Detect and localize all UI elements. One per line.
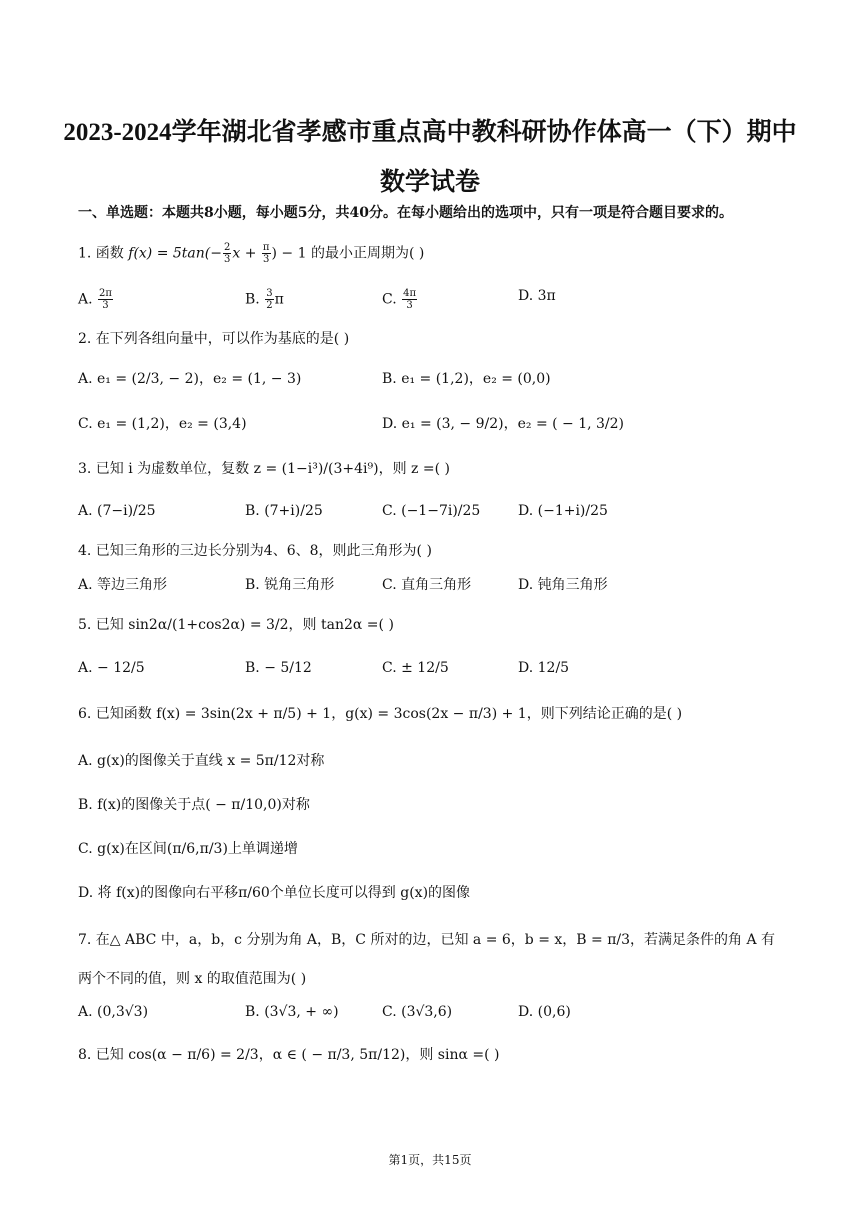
- q1-math: f(x) = 5tan(−: [128, 245, 222, 262]
- q2-option-a[interactable]: A. e₁ = (2/3, − 2)，e₂ = (1, − 3): [78, 371, 302, 387]
- q7-option-c[interactable]: C. (3√3,6): [382, 1004, 453, 1020]
- q3-option-b[interactable]: B. (7+i)/25: [245, 503, 323, 519]
- question-2-stem: 2. 在下列各组向量中，可以作为基底的是( ): [78, 331, 350, 347]
- q1-option-c[interactable]: C. $\frac{4\pi}{3}$: [382, 288, 417, 311]
- q1-option-d[interactable]: D. 3π: [518, 288, 556, 304]
- page-title: 2023-2024学年湖北省孝感市重点高中教科研协作体高一（下）期中数学试卷: [63, 119, 797, 196]
- q3-option-c[interactable]: C. (−1−7i)/25: [382, 503, 481, 519]
- q4-option-b[interactable]: B. 锐角三角形: [245, 577, 335, 593]
- q6-option-c[interactable]: C. g(x)在区间(π/6,π/3)上单调递增: [78, 841, 298, 857]
- q1-suffix: 的最小正周期为( ): [306, 245, 425, 262]
- q1-option-b[interactable]: B. $\frac{3}{2}$ π: [245, 288, 284, 311]
- q7-option-b[interactable]: B. (3√3, + ∞): [245, 1004, 339, 1020]
- question-6-stem: 6. 已知函数 f(x) = 3sin(2x + π/5) + 1，g(x) = 3cos(2x − π/3) + 1，则下列结论正确的是( ): [78, 706, 683, 722]
- q3-option-d[interactable]: D. (−1+i)/25: [518, 503, 608, 519]
- q7-option-d[interactable]: D. (0,6): [518, 1004, 571, 1020]
- q3-option-a[interactable]: A. (7−i)/25: [78, 503, 156, 519]
- page-footer: 第1页，共15页: [388, 1153, 472, 1167]
- q6-option-d[interactable]: D. 将 f(x)的图像向右平移π/60个单位长度可以得到 g(x)的图像: [78, 885, 471, 901]
- q1-frac-1: $\frac{2}{3}$: [224, 242, 231, 265]
- q6-option-b[interactable]: B. f(x)的图像关于点( − π/10,0)对称: [78, 797, 310, 813]
- q2-option-c[interactable]: C. e₁ = (1,2)，e₂ = (3,4): [78, 416, 247, 432]
- q5-option-d[interactable]: D. 12/5: [518, 660, 570, 676]
- q4-option-d[interactable]: D. 钝角三角形: [518, 577, 608, 593]
- q7-option-a[interactable]: A. (0,3√3): [78, 1004, 149, 1020]
- q2-option-b[interactable]: B. e₁ = (1,2)，e₂ = (0,0): [382, 371, 551, 387]
- q1-prefix: 1. 函数: [78, 245, 129, 262]
- q5-option-a[interactable]: A. − 12/5: [78, 660, 145, 676]
- question-1-stem: 1. 函数 f(x) = 5tan(− $\frac{2}{3}$ x + $\frac{\pi}{3}$ ) − 1 的最小正周期为( ): [78, 242, 425, 265]
- q4-option-a[interactable]: A. 等边三角形: [78, 577, 168, 593]
- question-7-stem-line-2: 两个不同的值，则 x 的取值范围为( ): [78, 971, 307, 987]
- question-4-stem: 4. 已知三角形的三边长分别为4、6、8，则此三角形为( ): [78, 543, 432, 559]
- q5-option-b[interactable]: B. − 5/12: [245, 660, 312, 676]
- q1-frac-2: $\frac{\pi}{3}$: [262, 242, 270, 265]
- question-3-stem: 3. 已知 i 为虚数单位，复数 z = (1−i³)/(3+4i⁹)，则 z =( ): [78, 461, 450, 477]
- question-5-stem: 5. 已知 sin2α/(1+cos2α) = 3/2，则 tan2α =( ): [78, 617, 394, 633]
- q6-option-a[interactable]: A. g(x)的图像关于直线 x = 5π/12对称: [78, 753, 325, 769]
- q1-option-a[interactable]: A. $\frac{2\pi}{3}$: [78, 288, 112, 311]
- question-8-stem: 8. 已知 cos(α − π/6) = 2/3，α ∈ ( − π/3, 5π/12)，则 sinα =( ): [78, 1047, 500, 1063]
- question-7-stem-line-1: 7. 在△ ABC 中，a，b，c 分别为角 A，B，C 所对的边，已知 a = 6，b = x，B = π/3，若满足条件的角 A 有: [78, 932, 776, 948]
- section-heading: 一、单选题：本题共8小题，每小题5分，共40分。在每小题给出的选项中，只有一项是符合题目要求的。: [78, 205, 733, 221]
- q2-option-d[interactable]: D. e₁ = (3, − 9/2)，e₂ = ( − 1, 3/2): [382, 416, 625, 432]
- q5-option-c[interactable]: C. ± 12/5: [382, 660, 449, 676]
- q4-option-c[interactable]: C. 直角三角形: [382, 577, 472, 593]
